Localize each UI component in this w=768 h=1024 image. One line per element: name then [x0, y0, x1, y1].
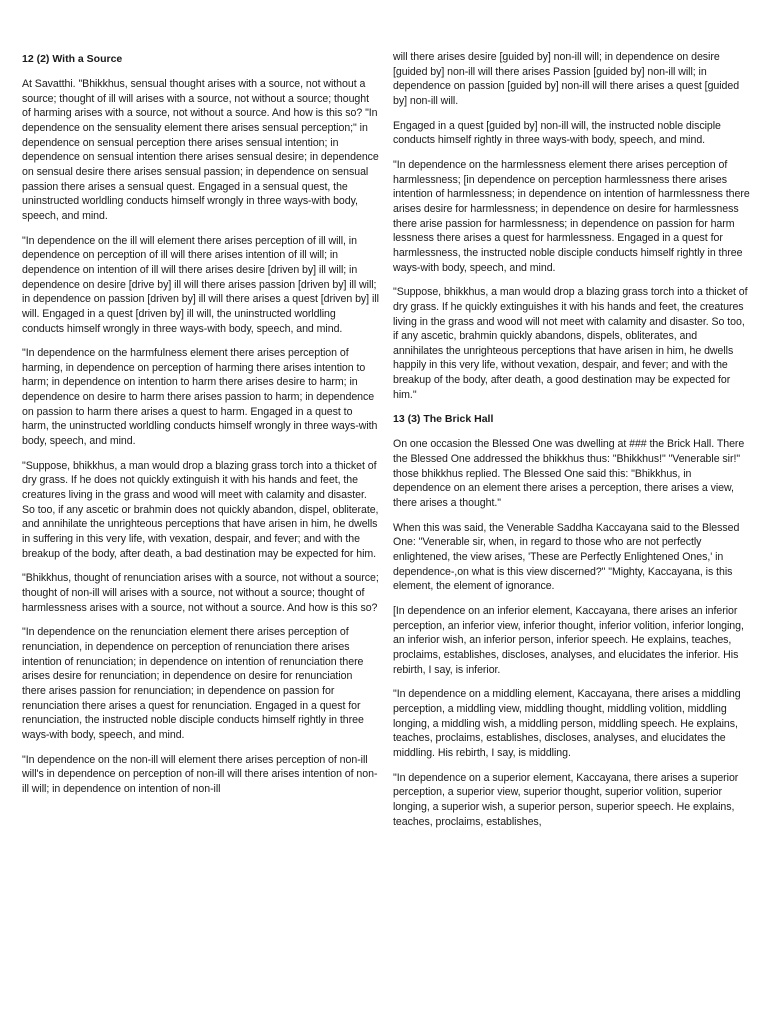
paragraph: "Suppose, bhikkhus, a man would drop a blazing grass torch into a thicket of dry grass. If he does not quickly extinguish it with his hands and feet, the creatures living in the grass and wood will meet with calamity and disaster. So too, if any ascetic or brahmin does not quickly abandon, dispel, obliterate, and annihilate the unrighteous perceptions that have arisen in him, he dwells in suffering in this very life, with vexation, despair, and fever; and with the breakup of the body, after death, a bad destination may be expected for him.: [22, 459, 379, 560]
right-column: [393, 50, 750, 1024]
paragraph: "In dependence on the renunciation element there arises perception of renunciation, in dependence on perception of renunciation there arises intention of renunciation; in dependence on intention of renunciation there arises desire for renunciation; in dependence on desire for renunciation there arises passion for renunciation; in dependence on passion for renunciation there arises a quest for renunciation. Engaged in a quest for renunciation, the instructed noble disciple conducts himself rightly in three ways-with body, speech, and mind.: [22, 626, 364, 741]
left-column: [22, 52, 379, 1024]
section-heading-12: 12 (2) With a Source: [22, 53, 123, 65]
paragraph: "In dependence on the non-ill will element there arises perception of non-ill will's in dependence on perception of non-ill will there arises intention of non-ill will; in dependence on intention of non-ill: [22, 753, 378, 795]
paragraph: "In dependence on the harmfulness element there arises perception of harming, in dependence on perception of harming there arises intention to harm; in dependence on intention to harm there arises desire to harm; in dependence on desire to harm there arises passion to harm; in dependence on passion to harm there arises a quest to harm. Engaged in a quest to harm, the uninstructed worldling conducts himself wrongly in three ways-with body, speech, and mind.: [22, 347, 378, 448]
paragraph: "In dependence on a superior element, Kaccayana, there arises a superior perception, a superior view, superior thought, superior volition, superior longing, a superior wish, a superior person, superior speech. He explains, teaches, proclaims, establishes,: [393, 771, 739, 828]
paragraph: "Suppose, bhikkhus, a man would drop a blazing grass torch into a thicket of dry grass. If he quickly extinguishes it with his hands and feet, the creatures living in the grass and wood will not meet with calamity and disaster. So too, if any ascetic, brahmin quickly abandons, dispels, obliterates, and annihilates the unrighteous perceptions that have arisen in him, he dwells happily in this very life, without vexation, despair, and fever; and with the breakup of the body, after death, a good destination may be expected for him.": [393, 286, 748, 401]
paragraph: will there arises desire [guided by] non-ill will; in dependence on desire [guided by] non-ill will there arises Passion [guided by] non-ill will; in dependence on passion [guided by] non-ill will there arises a quest [guided by] non-ill will.: [393, 51, 740, 107]
paragraph: "In dependence on a middling element, Kaccayana, there arises a middling perception, a middling view, middling thought, middling volition, middling longing, a middling wish, a middling person, middling speech. He explains, teaches, proclaims, establishes, discloses, analyses, and elucidates the middling. His rebirth, I say, is middling.: [393, 688, 741, 759]
paragraph: On one occasion the Blessed One was dwelling at ### the Brick Hall. There the Blessed One addressed the bhikkhus thus: "Bhikkhus!" "Venerable sir!" those bhikkhus replied. The Blessed One said this: "Bhikkhus, in dependence on an element there arises a perception, there arises a view, there arises a thought.": [393, 438, 745, 510]
paragraph: At Savatthi. "Bhikkhus, sensual thought arises with a source, not without a source; thought of ill will arises with a source, not without a source; thought of harming arises with a source, not without a source. And how is this so? "In dependence on the sensuality element there arises sensual perception;" in dependence on sensual perception there arises sensual intention; in dependence on sensual intention there arises sensual desire; in dependence on sensual desire there arises sensual passion; in dependence on sensual passion there arises a sensual quest. Engaged in a sensual quest, the uninstructed worldling conducts himself wrongly in three ways-with body, speech, and mind.: [22, 78, 379, 222]
paragraph: When this was said, the Venerable Saddha Kaccayana said to the Blessed One: "Venerable sir, when, in regard to those who are not perfectly enlightened, the view arises, 'These are Perfectly Enlightened Ones,' in dependence-,on what is this view discerned?" "Mighty, Kaccayana, is this element, the element of ignorance.: [393, 521, 740, 593]
paragraph: Engaged in a quest [guided by] non-ill will, the instructed noble disciple conducts himself rightly in three ways-with body, speech, and mind.: [393, 119, 721, 147]
paragraph: "Bhikkhus, thought of renunciation arises with a source, not without a source; thought of non-ill will arises with a source, not without a source; thought of harmlessness arises with a source, not without a source. And how is this so?: [22, 572, 379, 614]
section-heading-13: 13 (3) The Brick Hall: [393, 413, 494, 426]
paragraph: [In dependence on an inferior element, Kaccayana, there arises an inferior perception, an inferior view, inferior thought, inferior volition, inferior longing, an inferior wish, an inferior person, inferior speech. He explains, teaches, proclaims, establishes, discloses, analyses, and elucidates the inferior. His rebirth, I say, is inferior.: [393, 605, 744, 676]
paragraph: "In dependence on the ill will element there arises perception of ill will, in dependence on perception of ill will there arises intention of ill will; in dependence on intention of ill will there arises desire [driven by] ill will; in dependence on desire [drive by] ill will there arises passion [driven by] ill will; in dependence on passion [driven by] ill will there arises a quest [driven by] ill will. Engaged in a quest [driven by] ill will, the uninstructed worldling conducts himself wrongly in three ways-with body, speech, and mind.: [22, 234, 379, 335]
paragraph: "In dependence on the harmlessness element there arises perception of harmlessness; [in dependence on perception harmlessness there arises intention of harmlessness; in dependence on intention of harmlessness there arises desire for harmlessness; in dependence on desire for harmlessness there arise passion for harmlessness; in dependence on passion for harm lessness there arises a quest for harmlessness. Engaged in a quest for harmlessness, the instructed noble disciple conducts himself rightly in three ways-with body, speech, and mind.: [393, 158, 750, 274]
